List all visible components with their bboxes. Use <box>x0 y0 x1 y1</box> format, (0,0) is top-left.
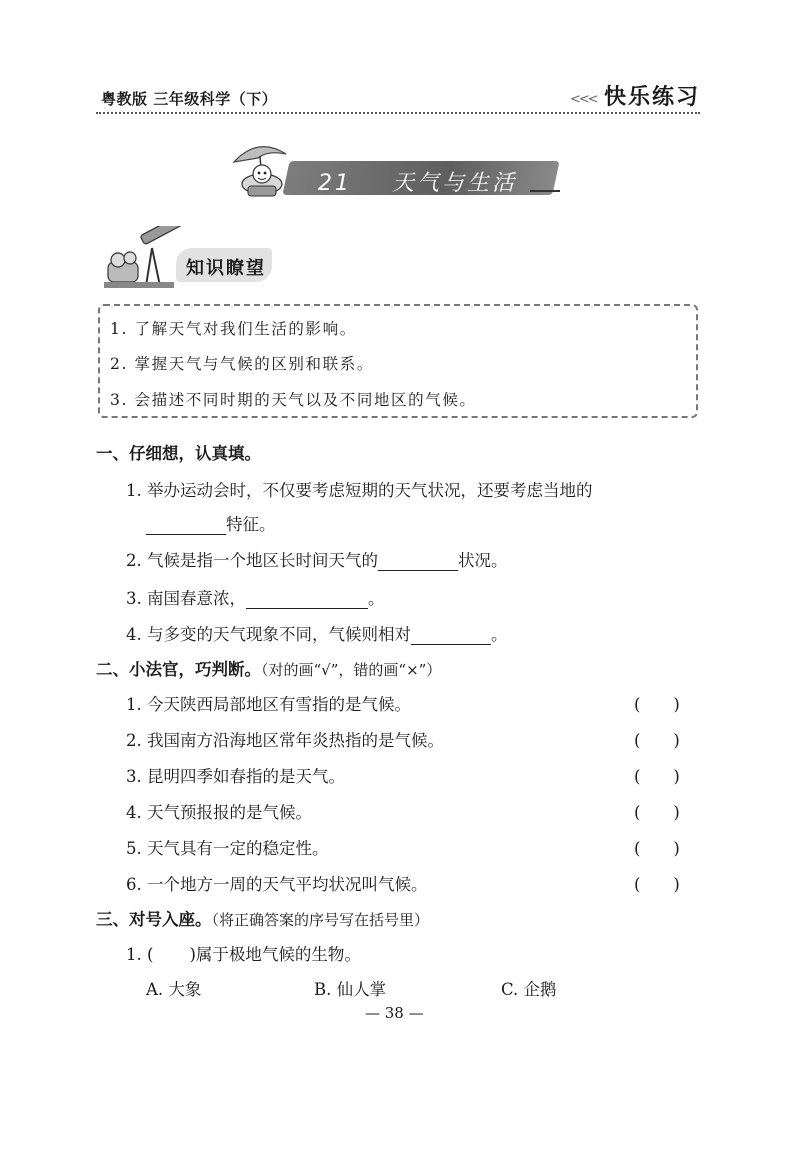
goal-item: 2. 掌握天气与气候的区别和联系。 <box>110 355 374 373</box>
choice-option[interactable]: A. 大象 <box>146 980 202 999</box>
section-heading: 一、仔细想，认真填。 <box>96 444 261 463</box>
section-title: 三、对号入座。 <box>96 910 212 929</box>
lesson-number: 21 <box>318 171 352 196</box>
question-text: )属于极地气候的生物。 <box>189 945 361 964</box>
section-heading <box>96 656 441 680</box>
judge-item: 2. 我国南方沿海地区常年炎热指的是气候。 <box>126 731 444 750</box>
judge-item: 1. 今天陕西局部地区有雪指的是气候。 <box>126 695 411 714</box>
lesson-title <box>318 166 517 197</box>
series-title: 快乐练习 <box>604 85 701 110</box>
question-text: 2. 气候是指一个地区长时间天气的 <box>126 551 378 570</box>
goal-item: 3. 会描述不同时期的天气以及不同地区的气候。 <box>110 391 477 409</box>
section-heading <box>96 906 429 930</box>
question-line <box>146 511 276 535</box>
question-line <box>126 621 508 645</box>
question-text: 4. 与多变的天气现象不同，气候则相对 <box>126 625 411 644</box>
answer-blank[interactable] <box>246 590 368 609</box>
section-title: 二、小法官，巧判断。 <box>96 660 261 679</box>
answer-blank[interactable] <box>411 626 491 645</box>
knowledge-label: 知识瞭望 <box>186 258 266 279</box>
arrows-icon: <<< <box>570 92 597 107</box>
choice-option[interactable]: C. 企鹅 <box>501 980 557 999</box>
question-text: 1. 举办运动会时，不仅要考虑短期的天气状况，还要考虑当地的 <box>126 481 593 500</box>
goal-item: 1. 了解天气对我们生活的影响。 <box>110 320 357 338</box>
judge-item: 5. 天气具有一定的稳定性。 <box>126 839 329 858</box>
choice-option[interactable]: B. 仙人掌 <box>314 980 387 999</box>
answer-parentheses[interactable]: ( ) <box>634 731 680 750</box>
page-number: — 38 — <box>365 1004 424 1022</box>
section-instruction: （对的画“√”，错的画“×”） <box>261 661 442 679</box>
answer-parentheses[interactable]: ( ) <box>634 767 680 786</box>
question-number: 1. ( <box>126 945 154 964</box>
answer-parentheses[interactable]: ( ) <box>634 839 680 858</box>
header-divider <box>96 112 700 114</box>
answer-parentheses[interactable]: ( ) <box>634 803 680 822</box>
banner-underline <box>530 190 560 192</box>
answer-blank[interactable] <box>146 516 226 535</box>
choice-question <box>126 941 361 965</box>
question-text: 。 <box>368 589 385 608</box>
question-text: 。 <box>491 625 508 644</box>
question-line <box>126 585 385 609</box>
question-text: 状况。 <box>458 551 508 570</box>
answer-parentheses[interactable]: ( ) <box>634 695 680 714</box>
lesson-name: 天气与生活 <box>391 171 517 196</box>
section-instruction: （将正确答案的序号写在括号里） <box>211 911 430 929</box>
question-line <box>126 547 508 571</box>
answer-parentheses[interactable]: ( ) <box>634 875 680 894</box>
judge-item: 3. 昆明四季如春指的是天气。 <box>126 767 345 786</box>
answer-blank[interactable] <box>378 552 458 571</box>
question-text: 3. 南国春意浓， <box>126 589 246 608</box>
judge-item: 4. 天气预报报的是气候。 <box>126 803 312 822</box>
judge-item: 6. 一个地方一周的天气平均状况叫气候。 <box>126 875 428 894</box>
book-title: 粤教版 三年级科学（下） <box>101 90 278 108</box>
question-text: 特征。 <box>226 515 276 534</box>
